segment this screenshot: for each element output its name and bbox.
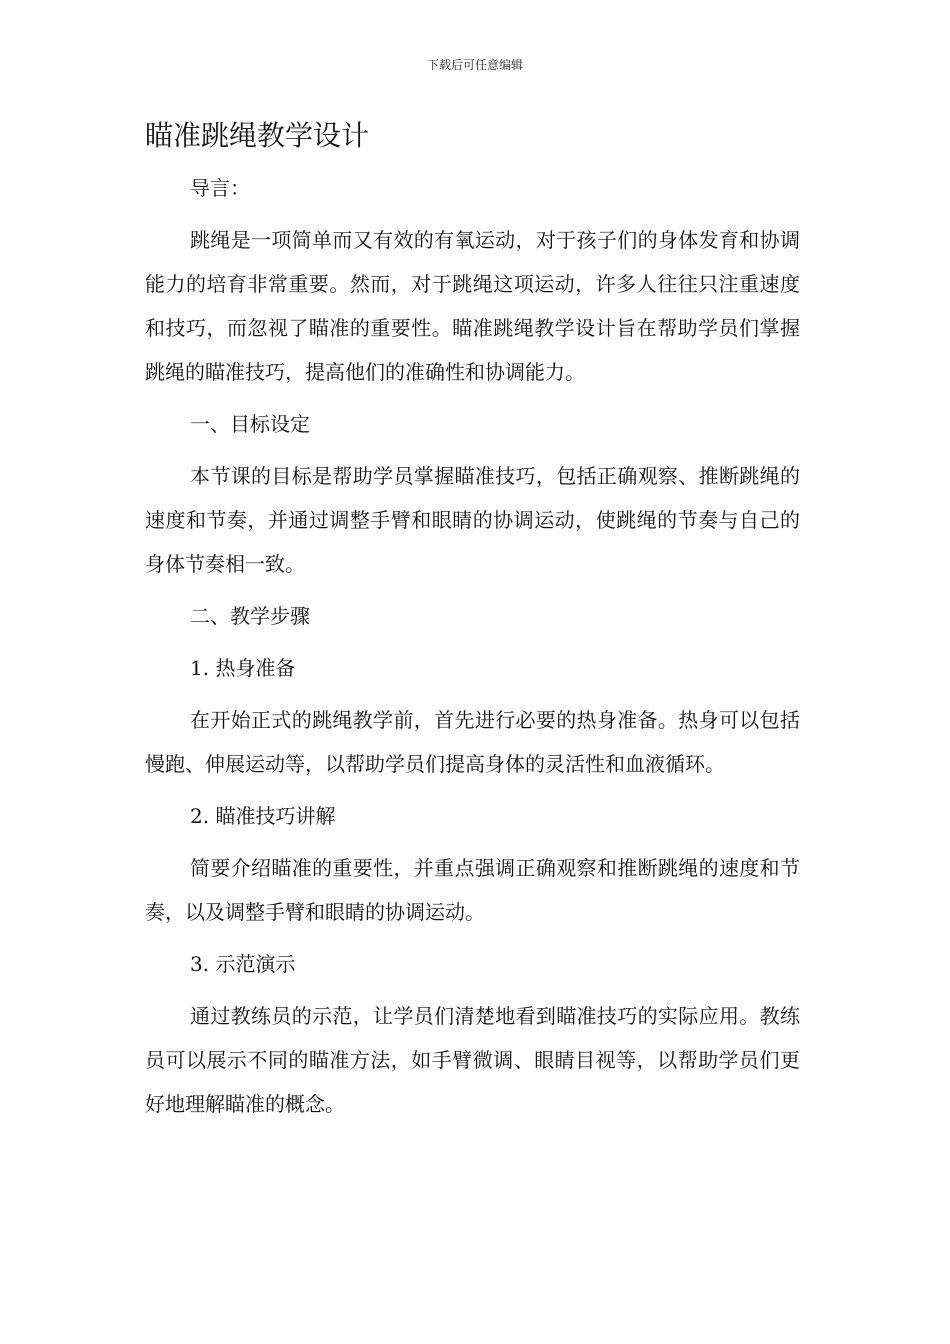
- goals-paragraph: 本节课的目标是帮助学员掌握瞄准技巧，包括正确观察、推断跳绳的速度和节奏，并通过调整手臂和眼睛的协调运动，使跳绳的节奏与自己的身体节奏相一致。: [145, 464, 800, 576]
- technique-paragraph: 简要介绍瞄准的重要性，并重点强调正确观察和推断跳绳的速度和节奏，以及调整手臂和眼睛的协调运动。: [145, 856, 800, 924]
- intro-heading: 导言：: [190, 176, 250, 200]
- section-heading-steps: 二、教学步骤: [190, 604, 310, 628]
- document-body: [145, 166, 800, 1134]
- header-note: 下载后可任意编辑: [426, 58, 523, 72]
- step-heading-warmup: 1. 热身准备: [190, 656, 296, 680]
- warmup-paragraph: 在开始正式的跳绳教学前，首先进行必要的热身准备。热身可以包括慢跑、伸展运动等，以帮助学员们提高身体的灵活性和血液循环。: [145, 708, 800, 776]
- document-title: 瞄准跳绳教学设计: [145, 119, 370, 152]
- intro-paragraph: 跳绳是一项简单而又有效的有氧运动，对于孩子们的身体发育和协调能力的培育非常重要。然而，对于跳绳这项运动，许多人往往只注重速度和技巧，而忽视了瞄准的重要性。瞄准跳绳教学设计旨在帮助学员们掌握跳绳的瞄准技巧，提高他们的准确性和协调能力。: [145, 228, 800, 384]
- step-heading-technique: 2. 瞄准技巧讲解: [190, 804, 336, 828]
- section-heading-goals: 一、目标设定: [190, 412, 310, 436]
- step-heading-demo: 3. 示范演示: [190, 952, 296, 976]
- demo-paragraph: 通过教练员的示范，让学员们清楚地看到瞄准技巧的实际应用。教练员可以展示不同的瞄准方法，如手臂微调、眼睛目视等，以帮助学员们更好地理解瞄准的概念。: [145, 1004, 800, 1116]
